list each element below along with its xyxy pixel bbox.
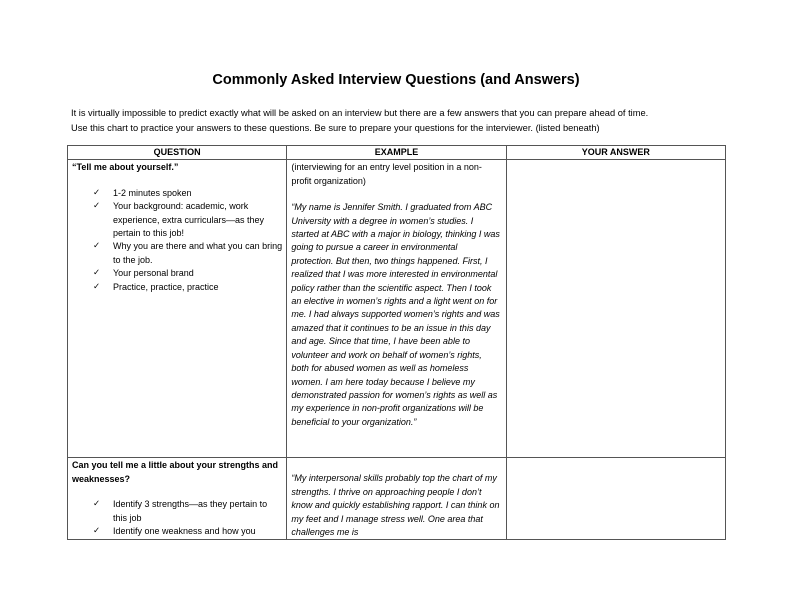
your-answer-cell[interactable] bbox=[506, 160, 725, 458]
list-item: ✓ Why you are there and what you can bring to the job. bbox=[93, 241, 283, 265]
example-answer: “My interpersonal skills probably top the chart of my strengths. I thrive on approaching people I don’t know and quickly establishing rapport. I can think on my feet and I manage stress well. One area that challenges me is bbox=[291, 473, 500, 538]
example-answer: “My name is Jennifer Smith. I graduated from ABC University with a degree in women’s studies. I started at ABC with a major in biology, thinking I was going to pursue a career in environmental protection. But then, two things happened. First, I realized that I was more interested in environmental policy rather than the scientific aspect. Then I took an elective in women’s rights and a light went on for me. I had always supported women’s rights and was amazed that it continues to be an issue in this day and age. Since that time, I have been able to volunteer and work on behalf of women’s rights, both for abused women as well as homeless women. I am here today because I believe my demonstrated passion for women’s rights as well as my experience in non-profit organizations will be beneficial to your organization.” bbox=[291, 202, 500, 427]
example-note: (interviewing for an entry level position in a non-profit organization) bbox=[291, 162, 482, 186]
interview-chart bbox=[67, 145, 726, 540]
list-item: ✓ Practice, practice, practice bbox=[93, 281, 282, 294]
question-text: “Tell me about yourself.” bbox=[72, 162, 179, 173]
checkmark-icon: ✓ bbox=[93, 499, 101, 510]
question-cell bbox=[68, 160, 287, 458]
checkmark-icon: ✓ bbox=[93, 268, 101, 279]
checkmark-icon: ✓ bbox=[93, 526, 101, 537]
checkmark-icon: ✓ bbox=[93, 281, 101, 292]
list-item: ✓ 1-2 minutes spoken bbox=[93, 187, 282, 200]
list-item: ✓ Identify 3 strengths—as they pertain to this job bbox=[93, 499, 268, 523]
question-text: Can you tell me a little about your strengths and weaknesses? bbox=[72, 460, 279, 484]
intro-line-1: It is virtually impossible to predict exactly what will be asked on an interview but there are a few answers that you can prepare ahead of time. bbox=[71, 108, 649, 118]
header-question: QUESTION bbox=[68, 146, 287, 160]
checkmark-icon: ✓ bbox=[93, 201, 101, 212]
question-cell bbox=[68, 458, 287, 540]
tips-list bbox=[72, 498, 282, 538]
list-item: ✓ Your background: academic, work experience, extra curriculars—as they pertain to this job! bbox=[93, 201, 265, 239]
list-item: ✓ Your personal brand bbox=[93, 267, 282, 280]
document-title: Commonly Asked Interview Questions (and Answers) bbox=[212, 72, 580, 88]
header-row bbox=[68, 146, 726, 160]
header-your-answer: YOUR ANSWER bbox=[506, 146, 725, 160]
checkmark-icon: ✓ bbox=[93, 187, 101, 198]
header-example: EXAMPLE bbox=[287, 146, 506, 160]
list-item: ✓ Identify one weakness and how you bbox=[93, 525, 282, 538]
intro-line-2: Use this chart to practice your answers to these questions. Be sure to prepare your questions for the interviewer. (listed beneath) bbox=[71, 123, 600, 133]
table-row bbox=[68, 458, 726, 540]
tips-list bbox=[72, 187, 282, 294]
table-row bbox=[68, 160, 726, 458]
intro-text bbox=[71, 106, 751, 136]
example-cell bbox=[287, 458, 506, 540]
your-answer-cell[interactable] bbox=[506, 458, 725, 540]
checkmark-icon: ✓ bbox=[93, 241, 101, 252]
example-cell bbox=[287, 160, 506, 458]
